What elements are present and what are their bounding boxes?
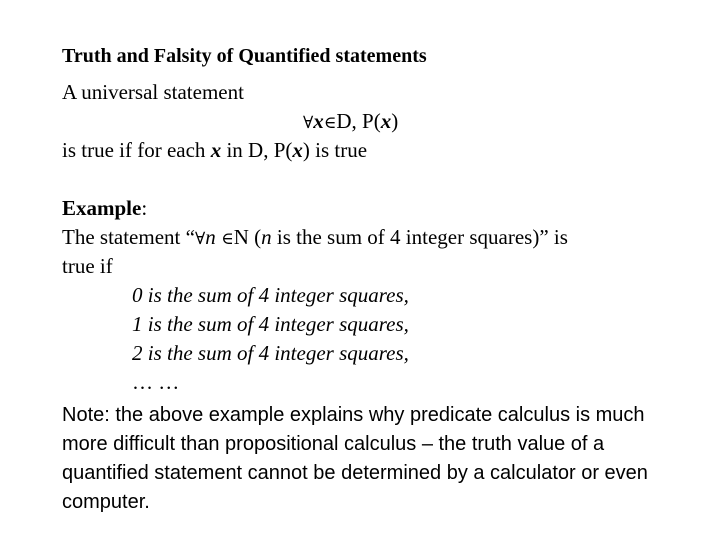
truth-var-x-2: x: [292, 138, 303, 162]
forall-symbol: ∀: [303, 113, 314, 133]
formula-var-x-2: x: [380, 109, 392, 133]
example-case-0: 0 is the sum of 4 integer squares,: [132, 283, 409, 307]
example-case-ellipsis: … …: [132, 370, 180, 394]
slide-title: Truth and Falsity of Quantified statements: [62, 45, 427, 67]
element-of-symbol: ∈: [323, 113, 337, 133]
formula-domain: D, P(: [336, 109, 381, 133]
truth-var-x: x: [210, 138, 222, 162]
truth-condition-line: [62, 137, 367, 163]
example-var-n-2: n: [261, 225, 272, 249]
truth-prefix: is true if for each: [62, 138, 211, 162]
truth-middle: in D, P(: [221, 138, 293, 162]
example-line1-a: The statement “: [62, 225, 195, 249]
example-heading: [62, 195, 147, 221]
formula-close: ): [391, 109, 399, 133]
example-set: N (: [233, 225, 262, 249]
example-line2: true if: [62, 254, 113, 278]
universal-formula: [303, 108, 398, 136]
example-statement-line: [62, 224, 568, 252]
note-paragraph: Note: the above example explains why predicate calculus is much more difficult than propositional calculus – the truth value of a quantified statement cannot be determined by a calculator or even computer.: [62, 404, 648, 513]
example-case-2: 2 is the sum of 4 integer squares,: [132, 341, 409, 365]
example-var-n: n: [205, 225, 216, 249]
universal-statement-label: A universal statement: [62, 80, 244, 104]
example-label: Example: [62, 196, 142, 220]
example-element-of-symbol: ∈: [215, 229, 234, 249]
truth-suffix: ) is true: [302, 138, 368, 162]
example-forall-symbol: ∀: [194, 229, 206, 249]
example-case-1: 1 is the sum of 4 integer squares,: [132, 312, 409, 336]
formula-var-x: x: [313, 109, 324, 133]
example-line1-b: is the sum of 4 integer squares)” is: [271, 225, 568, 249]
example-colon: :: [141, 196, 148, 220]
